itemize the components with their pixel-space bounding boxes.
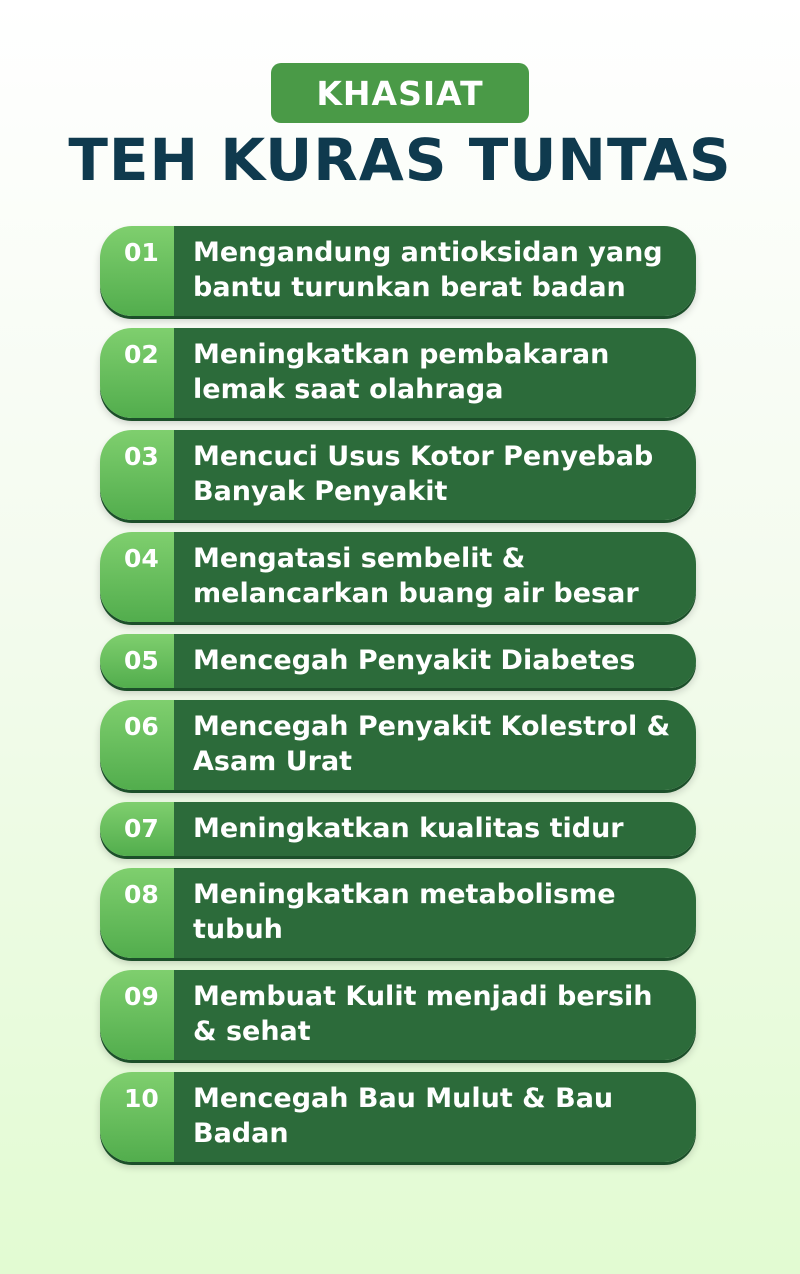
item-text: Mencegah Penyakit Diabetes [174,634,696,688]
item-text: Mencuci Usus Kotor Penyebab Banyak Penyakit [174,430,696,520]
item-text: Mengandung antioksidan yang bantu turunkan berat badan [174,226,696,316]
item-text: Mengatasi sembelit & melancarkan buang air besar [174,532,696,622]
item-text: Mencegah Bau Mulut & Bau Badan [174,1072,696,1162]
item-number: 04 [100,532,174,622]
item-number: 03 [100,430,174,520]
khasiat-badge: KHASIAT [271,63,529,123]
item-number: 06 [100,700,174,790]
item-number: 05 [100,634,174,688]
list-item [100,328,696,418]
benefits-list [100,226,696,1174]
page-title: TEH KURAS TUNTAS [68,126,732,194]
item-number: 08 [100,868,174,958]
item-text: Meningkatkan pembakaran lemak saat olahraga [174,328,696,418]
item-text: Meningkatkan metabolisme tubuh [174,868,696,958]
list-item [100,1072,696,1162]
item-text: Mencegah Penyakit Kolestrol & Asam Urat [174,700,696,790]
list-item [100,700,696,790]
item-number: 01 [100,226,174,316]
list-item [100,634,696,688]
list-item [100,226,696,316]
list-item [100,532,696,622]
item-text: Membuat Kulit menjadi bersih & sehat [174,970,696,1060]
list-item [100,868,696,958]
list-item [100,802,696,856]
item-number: 07 [100,802,174,856]
list-item [100,430,696,520]
item-number: 10 [100,1072,174,1162]
item-number: 09 [100,970,174,1060]
list-item [100,970,696,1060]
item-text: Meningkatkan kualitas tidur [174,802,696,856]
item-number: 02 [100,328,174,418]
